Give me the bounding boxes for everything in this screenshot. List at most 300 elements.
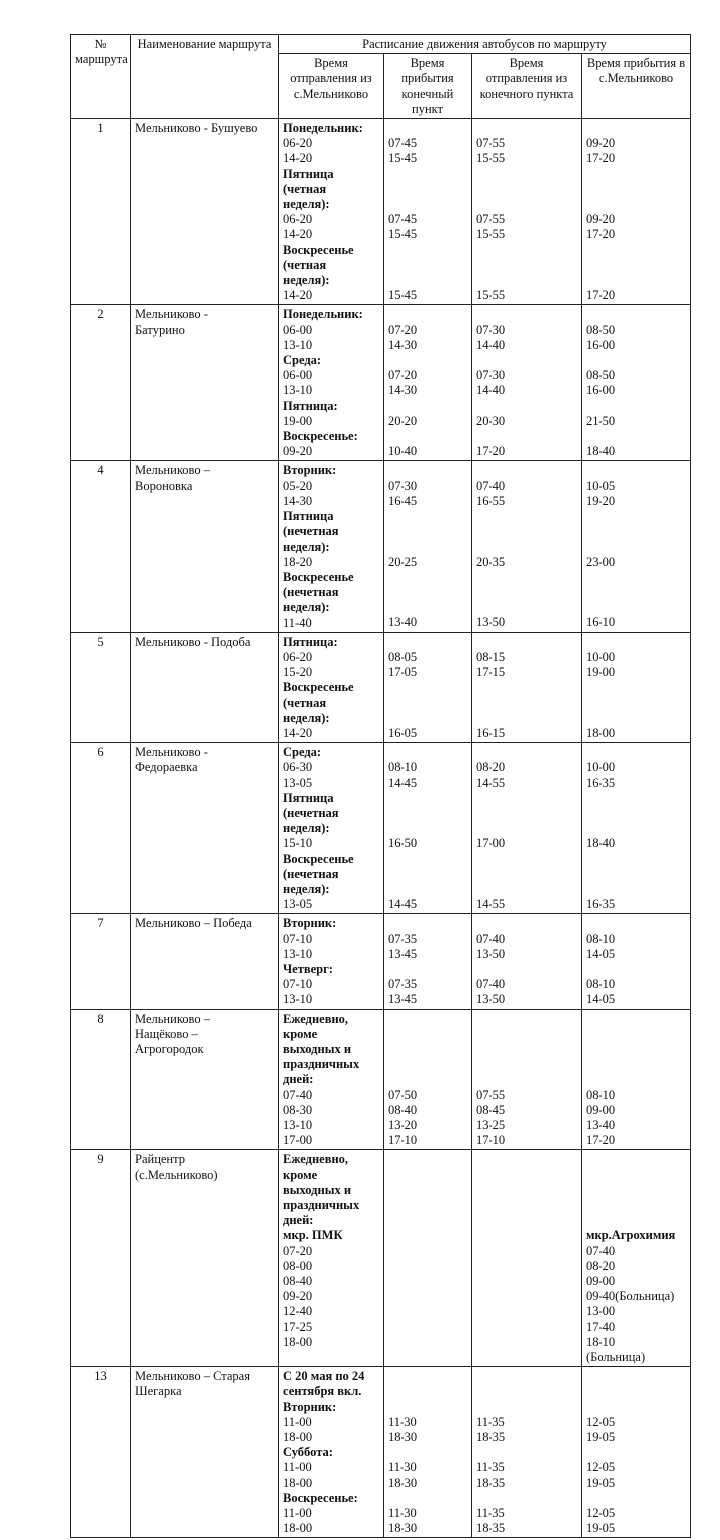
spacer-line: [388, 463, 467, 478]
spacer-line: [476, 182, 577, 197]
departure-time: 18-00: [283, 1521, 313, 1536]
spacer-line: [586, 711, 686, 726]
spacer-line: [476, 121, 577, 136]
spacer-line: [476, 197, 577, 212]
spacer-line: [476, 585, 577, 600]
schedule-day-label: (нечетная: [283, 585, 339, 600]
arrival-time: 08-10: [388, 760, 418, 775]
spacer-line: [476, 711, 577, 726]
schedule-day-label: Пятница:: [283, 634, 338, 649]
route-name: [131, 1367, 279, 1538]
spacer-line: [586, 1198, 686, 1213]
spacer-line: [476, 962, 577, 977]
schedule-day-label: Среда:: [283, 745, 322, 760]
route-number: 7: [71, 914, 131, 1009]
departure-time: 18-20: [283, 554, 313, 569]
spacer-line: [476, 307, 577, 322]
spacer-line: [586, 1445, 686, 1460]
spacer-line: [476, 882, 577, 897]
arrival-time: 16-50: [388, 836, 418, 851]
return-arrival-time: 18-40: [586, 836, 616, 851]
schedule-day-label: (нечетная: [283, 866, 339, 881]
arrival-time: 07-20: [388, 322, 418, 337]
route-name-line: Мельниково -: [135, 307, 208, 322]
spacer-line: [476, 429, 577, 444]
spacer-line: [586, 1369, 686, 1384]
return-departure-time: 07-40: [476, 478, 506, 493]
return-departure-time: 18-35: [476, 1430, 506, 1445]
spacer-line: [586, 867, 686, 882]
spacer-line: [476, 1027, 577, 1042]
arrival-time: 11-30: [388, 1414, 417, 1429]
return-arrival-time: 16-00: [586, 337, 616, 352]
return-departure-time: 17-00: [476, 836, 506, 851]
return-departure-time: 07-55: [476, 212, 506, 227]
spacer-line: [586, 745, 686, 760]
return-departure-time: 11-35: [476, 1506, 505, 1520]
return-departure-time: 15-55: [476, 288, 506, 303]
departure-from-melnikovo-header: Время отправления из с.Мельниково: [279, 54, 384, 119]
spacer-line: [586, 882, 686, 897]
spacer-line: [388, 167, 467, 182]
route-name-line: Мельниково –: [135, 1011, 210, 1026]
route-number: 13: [71, 1367, 131, 1538]
return-arrival-time: 08-10: [586, 977, 616, 992]
departure-time-cell: [279, 119, 384, 305]
spacer-line: [586, 353, 686, 368]
return-arrival-time: 13-40: [586, 1117, 616, 1132]
spacer-line: [388, 791, 467, 806]
departure-time: 14-30: [283, 493, 313, 508]
departure-time: 11-40: [283, 615, 312, 630]
schedule-group-header: Расписание движения автобусов по маршруту: [279, 35, 691, 54]
return-departure-time: 15-55: [476, 151, 506, 166]
departure-time-cell: [279, 1150, 384, 1367]
return-arrival-time: 10-05: [586, 478, 616, 493]
route-name-line: Мельниково -: [135, 745, 208, 760]
schedule-day-label: неделя):: [283, 821, 330, 836]
route-row: [71, 1367, 691, 1538]
return-departure-time: 07-55: [476, 136, 506, 151]
return-arrival-time: 09-40(Больница): [586, 1289, 675, 1304]
return-arrival-time: 08-10: [586, 931, 616, 946]
arrival-time: 07-50: [388, 1087, 418, 1102]
arrival-time: 15-45: [388, 227, 418, 242]
route-name-line: Федораевка: [135, 760, 198, 775]
arrival-time: [388, 1350, 467, 1365]
spacer-line: [388, 539, 467, 554]
departure-time: 13-05: [283, 897, 313, 912]
schedule-day-label: неделя):: [283, 273, 330, 288]
arrival-time: 20-25: [388, 554, 418, 569]
return-departure-time: [476, 1259, 577, 1274]
schedule-day-label: Суббота:: [283, 1445, 333, 1460]
departure-time: 07-10: [283, 931, 313, 946]
spacer-line: [388, 1198, 467, 1213]
return-arrival-time: 16-00: [586, 383, 616, 398]
spacer-line: [476, 852, 577, 867]
spacer-line: [586, 962, 686, 977]
route-row: [71, 1150, 691, 1367]
route-number-header: № маршрута: [71, 35, 131, 119]
return-arrival-time-cell: [582, 914, 691, 1009]
schedule-day-label: неделя):: [283, 197, 330, 212]
arrival-time: [388, 1259, 467, 1274]
spacer-line: [586, 696, 686, 711]
arrival-time: [388, 1304, 467, 1319]
return-departure-time: 11-35: [476, 1414, 505, 1429]
return-arrival-time: 19-00: [586, 665, 616, 680]
spacer-line: [388, 882, 467, 897]
schedule-day-label: неделя):: [283, 539, 330, 554]
route-row: [71, 119, 691, 305]
route-name-line: Мельниково – Старая: [135, 1369, 250, 1384]
return-departure-time: 14-55: [476, 897, 506, 912]
spacer-line: [586, 258, 686, 273]
spacer-line: [476, 916, 577, 931]
return-departure-time-cell: [472, 1150, 582, 1367]
spacer-line: [586, 524, 686, 539]
return-departure-time: 13-25: [476, 1117, 506, 1132]
arrival-time: 08-05: [388, 649, 418, 664]
arrival-time: 10-40: [388, 444, 418, 459]
schedule-day-label: Воскресенье: [283, 242, 354, 257]
return-arrival-time: 19-20: [586, 493, 616, 508]
spacer-line: [476, 524, 577, 539]
route-name: [131, 461, 279, 632]
departure-time: 14-20: [283, 288, 313, 303]
return-departure-time: [476, 1244, 577, 1259]
arrival-time: 13-20: [388, 1117, 418, 1132]
spacer-line: [388, 1400, 467, 1415]
return-arrival-time: 17-20: [586, 151, 616, 166]
arrival-time: 07-35: [388, 931, 418, 946]
spacer-line: [586, 570, 686, 585]
route-name: [131, 743, 279, 914]
return-departure-time: 18-35: [476, 1475, 506, 1490]
return-departure-time: 07-55: [476, 1087, 506, 1102]
schedule-day-label: Пятница: [283, 509, 334, 524]
schedule-day-label: С 20 мая по 24: [283, 1369, 365, 1384]
spacer-line: [388, 399, 467, 414]
return-arrival-time: 14-05: [586, 946, 616, 961]
return-arrival-time-cell: [582, 743, 691, 914]
return-arrival-time: 12-05: [586, 1414, 616, 1429]
arrival-time: 08-40: [388, 1102, 418, 1117]
schedule-day-label: Четверг:: [283, 961, 333, 976]
departure-time-cell: [279, 461, 384, 632]
route-name-line: Нащёково –: [135, 1026, 198, 1041]
route-number: 8: [71, 1009, 131, 1150]
route-name: [131, 1009, 279, 1150]
departure-endpoint-header: Время отправления из конечного пункта: [472, 54, 582, 119]
return-departure-time: 08-45: [476, 1102, 506, 1117]
departure-time: 13-10: [283, 337, 313, 352]
arrival-time: 07-30: [388, 478, 418, 493]
return-arrival-time: 18-00: [586, 725, 616, 740]
spacer-line: [586, 182, 686, 197]
spacer-line: [388, 711, 467, 726]
arrival-melnikovo-header: Время прибытия в с.Мельниково: [582, 54, 691, 119]
arrival-time: 13-45: [388, 946, 418, 961]
spacer-line: [586, 916, 686, 931]
schedule-day-label: дней:: [283, 1072, 314, 1087]
arrival-time-cell: [384, 914, 472, 1009]
spacer-line: [388, 821, 467, 836]
schedule-day-label: Воскресенье:: [283, 1490, 358, 1505]
spacer-line: [388, 1057, 467, 1072]
departure-time: мкр. ПМК: [283, 1228, 343, 1243]
spacer-line: [476, 1384, 577, 1399]
spacer-line: [476, 680, 577, 695]
schedule-day-label: Воскресенье:: [283, 429, 358, 444]
route-name-line: Вороновка: [135, 478, 193, 493]
route-name: [131, 119, 279, 305]
return-arrival-time: 19-05: [586, 1475, 616, 1490]
departure-time: 11-00: [283, 1506, 312, 1521]
arrival-time: 16-45: [388, 493, 418, 508]
return-departure-time: 17-15: [476, 665, 506, 680]
route-name-line: Мельниково - Подоба: [135, 634, 251, 649]
arrival-time-cell: [384, 1150, 472, 1367]
route-name: [131, 914, 279, 1009]
return-departure-time-cell: [472, 1009, 582, 1150]
return-departure-time: 20-30: [476, 413, 506, 428]
return-departure-time: 11-35: [476, 1460, 505, 1475]
spacer-line: [586, 121, 686, 136]
spacer-line: [586, 1491, 686, 1506]
spacer-line: [388, 806, 467, 821]
header-row-top: [71, 35, 691, 54]
spacer-line: [476, 745, 577, 760]
departure-time: 19-00: [283, 413, 313, 428]
spacer-line: [586, 680, 686, 695]
arrival-time: [388, 1319, 467, 1334]
return-departure-time: 14-55: [476, 775, 506, 790]
arrival-time: 18-30: [388, 1475, 418, 1490]
spacer-line: [476, 463, 577, 478]
return-departure-time: 07-40: [476, 977, 506, 992]
arrival-time: 14-30: [388, 383, 418, 398]
schedule-day-label: (нечетная: [283, 805, 339, 820]
return-arrival-time: 19-05: [586, 1521, 616, 1536]
departure-time: 13-10: [283, 383, 313, 398]
schedule-day-label: Пятница:: [283, 398, 338, 413]
arrival-time: 15-45: [388, 151, 418, 166]
departure-time: 06-20: [283, 212, 313, 227]
spacer-line: [388, 307, 467, 322]
arrival-time: 20-20: [388, 413, 418, 428]
departure-time-cell: [279, 914, 384, 1009]
arrival-time: [388, 1289, 467, 1304]
route-name-line: Мельниково –: [135, 463, 210, 478]
schedule-day-label: Ежедневно,: [283, 1011, 349, 1026]
spacer-line: [586, 509, 686, 524]
departure-time: 15-10: [283, 836, 313, 851]
departure-time: 18-00: [283, 1334, 313, 1349]
arrival-time: 14-45: [388, 775, 418, 790]
return-departure-time: 16-15: [476, 725, 506, 740]
return-arrival-time: 09-00: [586, 1102, 616, 1117]
schedule-day-label: неделя):: [283, 600, 330, 615]
spacer-line: [476, 806, 577, 821]
arrival-time: 13-45: [388, 992, 418, 1007]
return-arrival-time: (Больница): [586, 1349, 646, 1364]
return-arrival-time: 17-20: [586, 227, 616, 242]
spacer-line: [476, 353, 577, 368]
spacer-line: [476, 600, 577, 615]
return-departure-time: 08-15: [476, 649, 506, 664]
schedule-day-label: неделя):: [283, 710, 330, 725]
bus-schedule-table: [70, 34, 691, 1538]
spacer-line: [476, 696, 577, 711]
schedule-day-label: сентября вкл.: [283, 1384, 362, 1399]
route-name-header: Наименование маршрута: [131, 35, 279, 119]
schedule-day-label: неделя):: [283, 881, 330, 896]
spacer-line: [586, 1384, 686, 1399]
return-departure-time: [476, 1274, 577, 1289]
arrival-time: 07-45: [388, 212, 418, 227]
return-arrival-time: 17-20: [586, 1133, 616, 1148]
departure-time: 08-00: [283, 1258, 313, 1273]
schedule-day-label: Пятница: [283, 790, 334, 805]
return-departure-time: 07-30: [476, 322, 506, 337]
arrival-time: 17-10: [388, 1133, 418, 1148]
spacer-line: [388, 524, 467, 539]
departure-time-cell: [279, 305, 384, 461]
spacer-line: [388, 1027, 467, 1042]
return-arrival-time: 08-10: [586, 1087, 616, 1102]
route-name-line: (с.Мельниково): [135, 1167, 218, 1182]
spacer-line: [476, 1168, 577, 1183]
route-row: [71, 632, 691, 742]
return-arrival-time-cell: [582, 1150, 691, 1367]
spacer-line: [586, 791, 686, 806]
departure-time: 07-10: [283, 977, 313, 992]
departure-time: 11-00: [283, 1460, 312, 1475]
route-row: [71, 1009, 691, 1150]
departure-time: 09-20: [283, 444, 313, 459]
departure-time-cell: [279, 743, 384, 914]
departure-time: 06-00: [283, 322, 313, 337]
spacer-line: [388, 852, 467, 867]
spacer-line: [388, 1213, 467, 1228]
departure-time: 14-20: [283, 725, 313, 740]
spacer-line: [586, 167, 686, 182]
spacer-line: [476, 539, 577, 554]
spacer-line: [388, 121, 467, 136]
return-arrival-time: 17-20: [586, 288, 616, 303]
return-departure-time: 15-55: [476, 227, 506, 242]
return-arrival-time-cell: [582, 461, 691, 632]
spacer-line: [586, 463, 686, 478]
route-row: [71, 305, 691, 461]
spacer-line: [586, 197, 686, 212]
spacer-line: [586, 1057, 686, 1072]
arrival-time: [388, 1228, 467, 1243]
spacer-line: [586, 600, 686, 615]
return-arrival-time: 18-10: [586, 1334, 616, 1349]
spacer-line: [388, 1491, 467, 1506]
return-departure-time: 18-35: [476, 1521, 506, 1536]
return-departure-time-cell: [472, 632, 582, 742]
schedule-day-label: кроме: [283, 1167, 318, 1182]
arrival-time: [388, 1244, 467, 1259]
arrival-time-cell: [384, 632, 472, 742]
spacer-line: [476, 1198, 577, 1213]
spacer-line: [388, 1369, 467, 1384]
return-departure-time: 14-40: [476, 337, 506, 352]
spacer-line: [388, 243, 467, 258]
departure-time: 12-40: [283, 1304, 313, 1319]
spacer-line: [586, 1042, 686, 1057]
route-name: [131, 632, 279, 742]
return-departure-time: 17-10: [476, 1133, 506, 1148]
spacer-line: [476, 1400, 577, 1415]
return-departure-time: [476, 1335, 577, 1350]
spacer-line: [476, 1369, 577, 1384]
route-name-line: Райцентр: [135, 1152, 185, 1167]
departure-time: 13-10: [283, 992, 313, 1007]
spacer-line: [586, 1168, 686, 1183]
return-departure-time-cell: [472, 1367, 582, 1538]
spacer-line: [476, 399, 577, 414]
spacer-line: [586, 1400, 686, 1415]
arrival-time: [388, 1274, 467, 1289]
schedule-day-label: (четная: [283, 695, 327, 710]
spacer-line: [388, 353, 467, 368]
spacer-line: [388, 600, 467, 615]
return-arrival-time: 16-35: [586, 775, 616, 790]
departure-time: 11-00: [283, 1414, 312, 1429]
departure-time: 17-00: [283, 1133, 313, 1148]
spacer-line: [476, 509, 577, 524]
spacer-line: [476, 243, 577, 258]
return-arrival-time: 12-05: [586, 1506, 616, 1520]
spacer-line: [388, 509, 467, 524]
departure-time: 15-20: [283, 665, 313, 680]
return-arrival-time: 23-00: [586, 554, 616, 569]
return-departure-time-cell: [472, 914, 582, 1009]
spacer-line: [476, 570, 577, 585]
return-departure-time: 08-20: [476, 760, 506, 775]
return-departure-time-cell: [472, 461, 582, 632]
spacer-line: [388, 962, 467, 977]
spacer-line: [476, 821, 577, 836]
route-name-line: Мельниково - Бушуево: [135, 121, 258, 136]
spacer-line: [388, 1072, 467, 1087]
spacer-line: [476, 1183, 577, 1198]
departure-time-cell: [279, 1009, 384, 1150]
return-departure-time: 13-50: [476, 992, 506, 1007]
arrival-time: 17-05: [388, 665, 418, 680]
return-arrival-time: 13-00: [586, 1304, 616, 1319]
return-departure-time: 07-40: [476, 931, 506, 946]
spacer-line: [388, 1445, 467, 1460]
return-arrival-time: 16-10: [586, 615, 616, 630]
route-name-line: Агрогородок: [135, 1042, 204, 1056]
spacer-line: [586, 1012, 686, 1027]
spacer-line: [388, 867, 467, 882]
return-arrival-time: 16-35: [586, 897, 616, 912]
departure-time: 08-30: [283, 1102, 313, 1117]
return-departure-time-cell: [472, 743, 582, 914]
spacer-line: [586, 399, 686, 414]
route-number: 5: [71, 632, 131, 742]
spacer-line: [388, 1384, 467, 1399]
return-arrival-time: 09-20: [586, 212, 616, 227]
return-arrival-time: 12-05: [586, 1460, 616, 1475]
